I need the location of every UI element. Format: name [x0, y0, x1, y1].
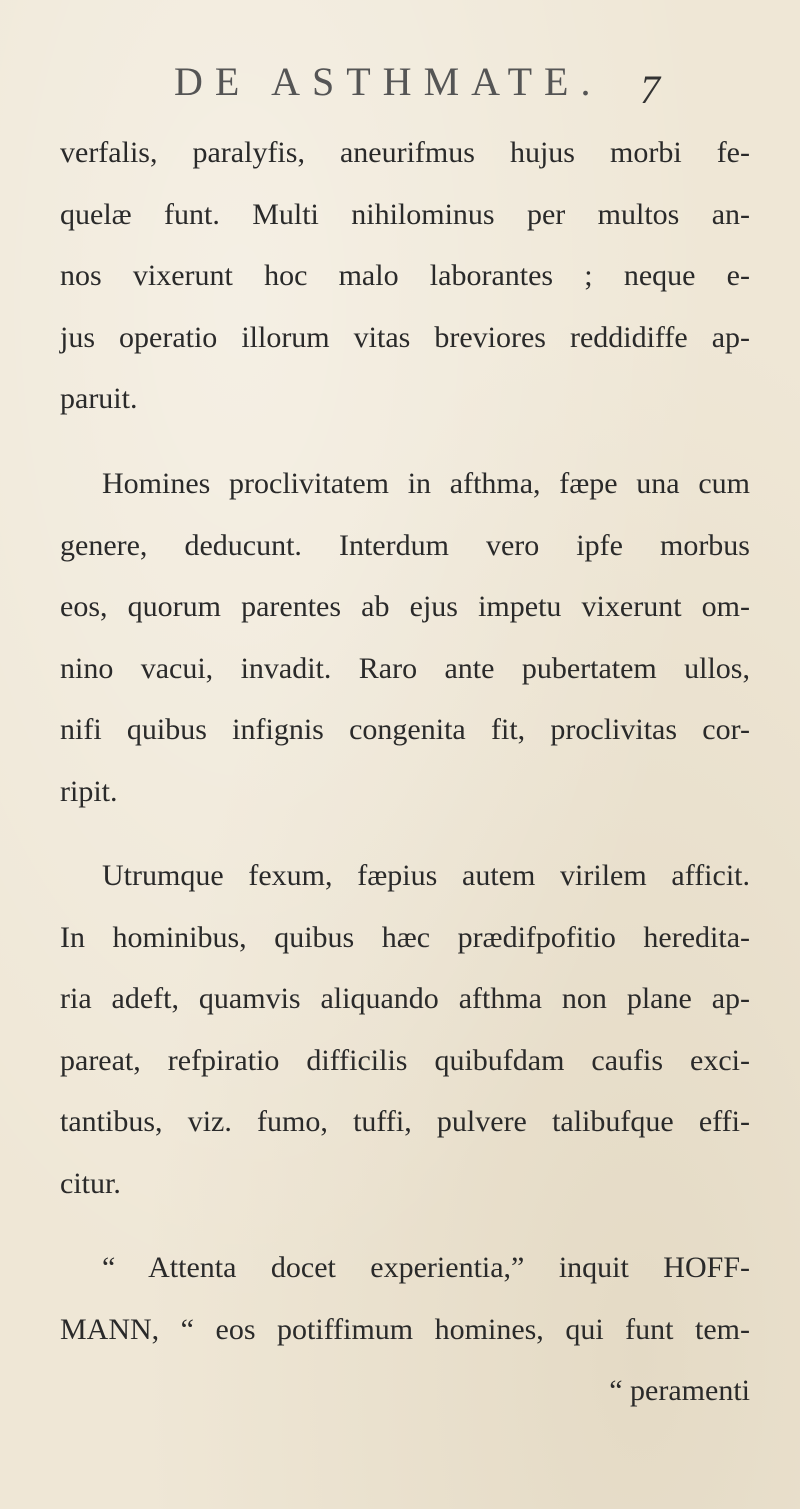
catchword: “ peramenti [609, 1374, 750, 1407]
paragraph-2 [60, 453, 750, 822]
text-line: “ Attenta docet experientia,” inquit HOFF- [102, 1251, 750, 1284]
text-line: ria adeft, quamvis aliquando afthma non plane ap- [60, 982, 750, 1015]
text-line: quelæ funt. Multi nihilominus per multos an- [60, 197, 750, 231]
text-line: genere, deducunt. Interdum vero ipfe morbus [60, 528, 750, 562]
text-line: nino vacui, invadit. Raro ante pubertatem ullos, [60, 651, 750, 685]
text-line: tantibus, viz. fumo, tuffi, pulvere talibufque effi- [60, 1105, 750, 1138]
text-line: verfalis, paralyfis, aneurifmus hujus morbi fe- [60, 136, 750, 169]
text-line: nos vixerunt hoc malo laborantes ; neque e- [60, 259, 750, 292]
paragraph-3 [60, 845, 750, 1214]
text-line: paruit. [60, 382, 138, 415]
text-line: jus operatio illorum vitas breviores reddidiffe ap- [60, 320, 750, 354]
paragraph-1 [60, 122, 750, 430]
text-line: MANN, “ eos potiffimum homines, qui funt tem- [60, 1312, 750, 1346]
text-line: citur. [60, 1166, 121, 1200]
text-line: Homines proclivitatem in afthma, fæpe una cum [102, 467, 750, 500]
text-line: In hominibus, quibus hæc prædifpofitio heredita- [60, 920, 750, 954]
text-line: Utrumque fexum, fæpius autem virilem afficit. [102, 859, 750, 892]
paragraph-4 [60, 1237, 750, 1422]
text-line: nifi quibus infignis congenita fit, proclivitas cor- [60, 713, 750, 746]
text-line: ripit. [60, 774, 118, 808]
page-number: 7 [640, 67, 660, 112]
text-line: pareat, refpiratio difficilis quibufdam caufis exci- [60, 1043, 750, 1077]
running-head: DE ASTHMATE. [174, 59, 603, 104]
text-line: eos, quorum parentes ab ejus impetu vixerunt om- [60, 590, 750, 623]
